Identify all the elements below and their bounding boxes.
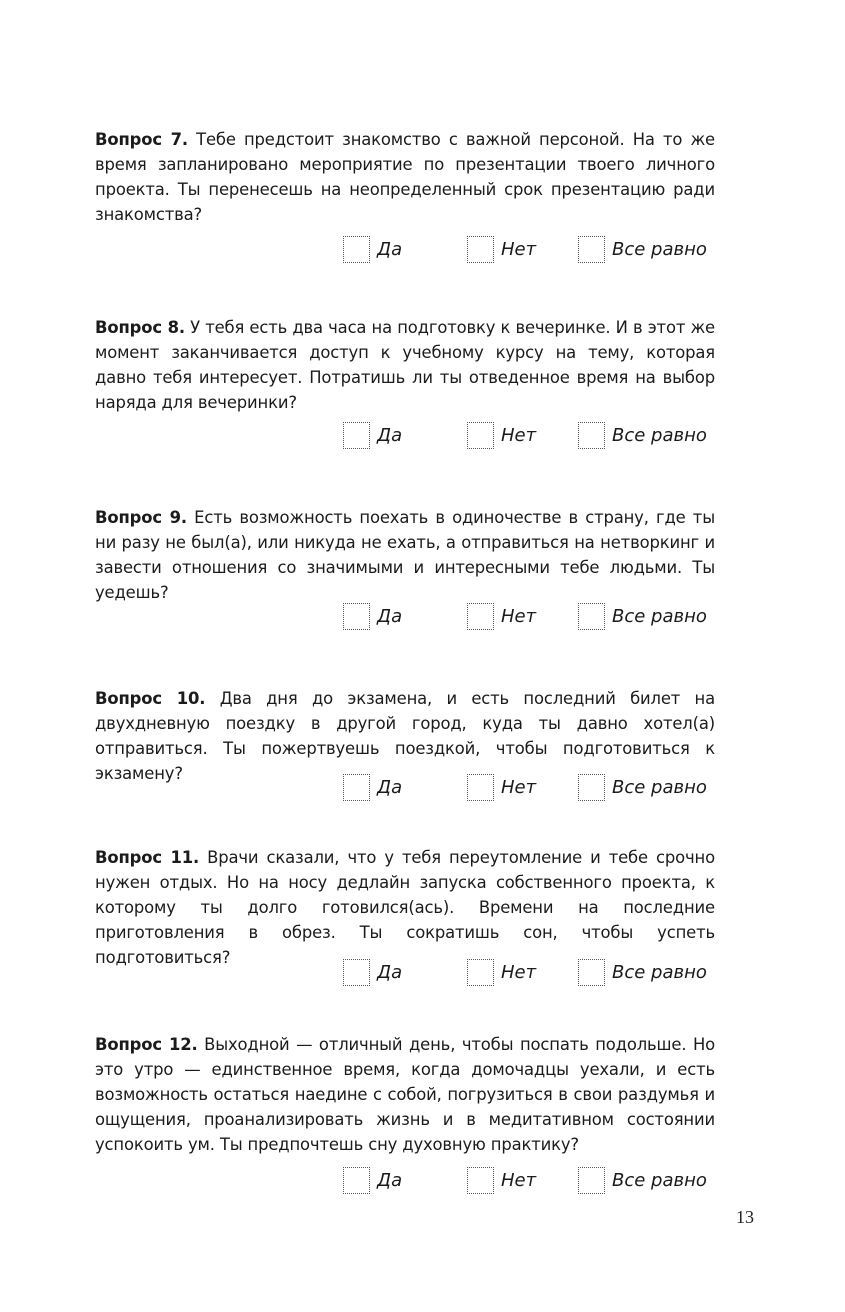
- question-12: [95, 1032, 716, 1191]
- question-8-yes-label: Да: [377, 424, 403, 446]
- question-10: [95, 686, 716, 798]
- question-12-body: Выходной — отличный день, чтобы поспать подольше. Но это утро — единственное время, когда домочадцы уехали, и есть возможность остаться наедине с собой, погрузиться в свои раздумья и ощущения, проанализировать жизнь и в медитативном состоянии успокоить ум. Ты предпочтешь сну духовную практику?: [95, 1035, 716, 1154]
- question-9-indifferent-checkbox[interactable]: [578, 603, 605, 630]
- question-11-yes-label: Да: [377, 961, 403, 983]
- question-7-yes-checkbox[interactable]: [343, 236, 370, 263]
- question-12-indifferent-checkbox[interactable]: [578, 1167, 605, 1194]
- question-7-yes-label: Да: [377, 238, 403, 260]
- question-10-option-indifferent[interactable]: [578, 772, 707, 802]
- question-9-body: Есть возможность поехать в одиночестве в страну, где ты ни разу не был(а), или никуда не ехать, а отправиться на нетворкинг и завести отношения со значимыми и интересными тебе людьми. Ты уедешь?: [95, 508, 715, 602]
- question-11-indifferent-label: Все равно: [612, 961, 707, 983]
- question-11: [95, 845, 715, 983]
- question-8-no-checkbox[interactable]: [467, 422, 494, 449]
- question-10-option-yes[interactable]: [343, 772, 402, 802]
- question-12-no-checkbox[interactable]: [467, 1167, 494, 1194]
- question-7-body: Тебе предстоит знакомство с важной персоной. На то же время запланировано мероприятие по презентации твоего личного проекта. Ты перенесешь на неопределенный срок презентацию ради знакомства?: [95, 130, 715, 224]
- question-12-yes-checkbox[interactable]: [343, 1167, 370, 1194]
- question-10-body: Два дня до экзамена, и есть последний билет на двухдневную поездку в другой город, куда ты давно хотел(а) отправиться. Ты пожертвуешь поездкой, чтобы подготовиться к экзамену?: [95, 689, 716, 783]
- question-12-option-yes[interactable]: [343, 1165, 402, 1195]
- question-11-body: Врачи сказали, что у тебя переутомление и тебе срочно нужен отдых. Но на носу дедлайн запуска собственного проекта, к которому ты долго готовился(ась). Времени на последние приготовления в обрез. Ты сократишь сон, чтобы успеть подготовиться?: [95, 848, 715, 967]
- question-8-indifferent-label: Все равно: [612, 424, 707, 446]
- question-10-answers: [95, 772, 715, 802]
- question-12-option-no[interactable]: [467, 1165, 536, 1195]
- question-8-option-indifferent[interactable]: [578, 420, 707, 450]
- question-10-text: [95, 686, 715, 786]
- question-9-option-yes[interactable]: [343, 601, 402, 631]
- question-9: [95, 505, 715, 627]
- question-8-label: Вопрос 8.: [95, 318, 185, 337]
- question-7-option-yes[interactable]: [343, 234, 402, 264]
- question-10-indifferent-label: Все равно: [612, 776, 707, 798]
- question-8-no-label: Нет: [501, 424, 537, 446]
- question-12-text: [95, 1032, 715, 1157]
- question-12-yes-label: Да: [377, 1169, 403, 1191]
- question-10-yes-checkbox[interactable]: [343, 774, 370, 801]
- question-11-text: [95, 845, 715, 970]
- question-10-no-checkbox[interactable]: [467, 774, 494, 801]
- question-12-option-indifferent[interactable]: [578, 1165, 707, 1195]
- question-12-indifferent-label: Все равно: [612, 1169, 707, 1191]
- question-7-option-indifferent[interactable]: [578, 234, 707, 264]
- question-8-indifferent-checkbox[interactable]: [578, 422, 605, 449]
- question-7-no-label: Нет: [501, 238, 537, 260]
- question-11-option-yes[interactable]: [343, 957, 402, 987]
- question-11-option-no[interactable]: [467, 957, 536, 987]
- question-8: [95, 315, 715, 446]
- question-7-no-checkbox[interactable]: [467, 236, 494, 263]
- question-11-answers: [95, 957, 715, 987]
- question-8-text: [95, 315, 715, 415]
- question-11-label: Вопрос 11.: [95, 848, 200, 867]
- question-10-yes-label: Да: [377, 776, 403, 798]
- question-7-label: Вопрос 7.: [95, 130, 188, 149]
- question-8-yes-checkbox[interactable]: [343, 422, 370, 449]
- question-11-option-indifferent[interactable]: [578, 957, 707, 987]
- question-8-option-yes[interactable]: [343, 420, 402, 450]
- question-11-yes-checkbox[interactable]: [343, 959, 370, 986]
- question-7: [95, 127, 715, 260]
- question-9-option-indifferent[interactable]: [578, 601, 707, 631]
- question-9-option-no[interactable]: [467, 601, 536, 631]
- question-9-label: Вопрос 9.: [95, 508, 187, 527]
- question-8-body: У тебя есть два часа на подготовку к вечеринке. И в этот же момент заканчивается доступ к учебному курсу на тему, которая давно тебя интересует. Потратишь ли ты отведенное время на выбор наряда для вечеринки?: [95, 318, 715, 412]
- question-9-yes-checkbox[interactable]: [343, 603, 370, 630]
- question-10-option-no[interactable]: [467, 772, 536, 802]
- question-7-indifferent-checkbox[interactable]: [578, 236, 605, 263]
- question-7-indifferent-label: Все равно: [612, 238, 707, 260]
- question-10-indifferent-checkbox[interactable]: [578, 774, 605, 801]
- question-7-answers: [95, 234, 715, 264]
- question-9-no-label: Нет: [501, 605, 537, 627]
- question-11-no-label: Нет: [501, 961, 537, 983]
- question-7-option-no[interactable]: [467, 234, 536, 264]
- question-9-yes-label: Да: [377, 605, 403, 627]
- question-8-answers: [95, 420, 715, 450]
- question-7-text: [95, 127, 715, 227]
- question-10-no-label: Нет: [501, 776, 537, 798]
- question-8-option-no[interactable]: [467, 420, 536, 450]
- question-12-label: Вопрос 12.: [95, 1035, 198, 1054]
- question-11-no-checkbox[interactable]: [467, 959, 494, 986]
- question-11-indifferent-checkbox[interactable]: [578, 959, 605, 986]
- page-number: 13: [736, 1207, 754, 1227]
- question-9-no-checkbox[interactable]: [467, 603, 494, 630]
- question-9-answers: [95, 601, 715, 631]
- question-12-no-label: Нет: [501, 1169, 537, 1191]
- question-10-label: Вопрос 10.: [95, 689, 206, 708]
- question-9-text: [95, 505, 715, 605]
- question-9-indifferent-label: Все равно: [612, 605, 707, 627]
- question-12-answers: [95, 1165, 715, 1195]
